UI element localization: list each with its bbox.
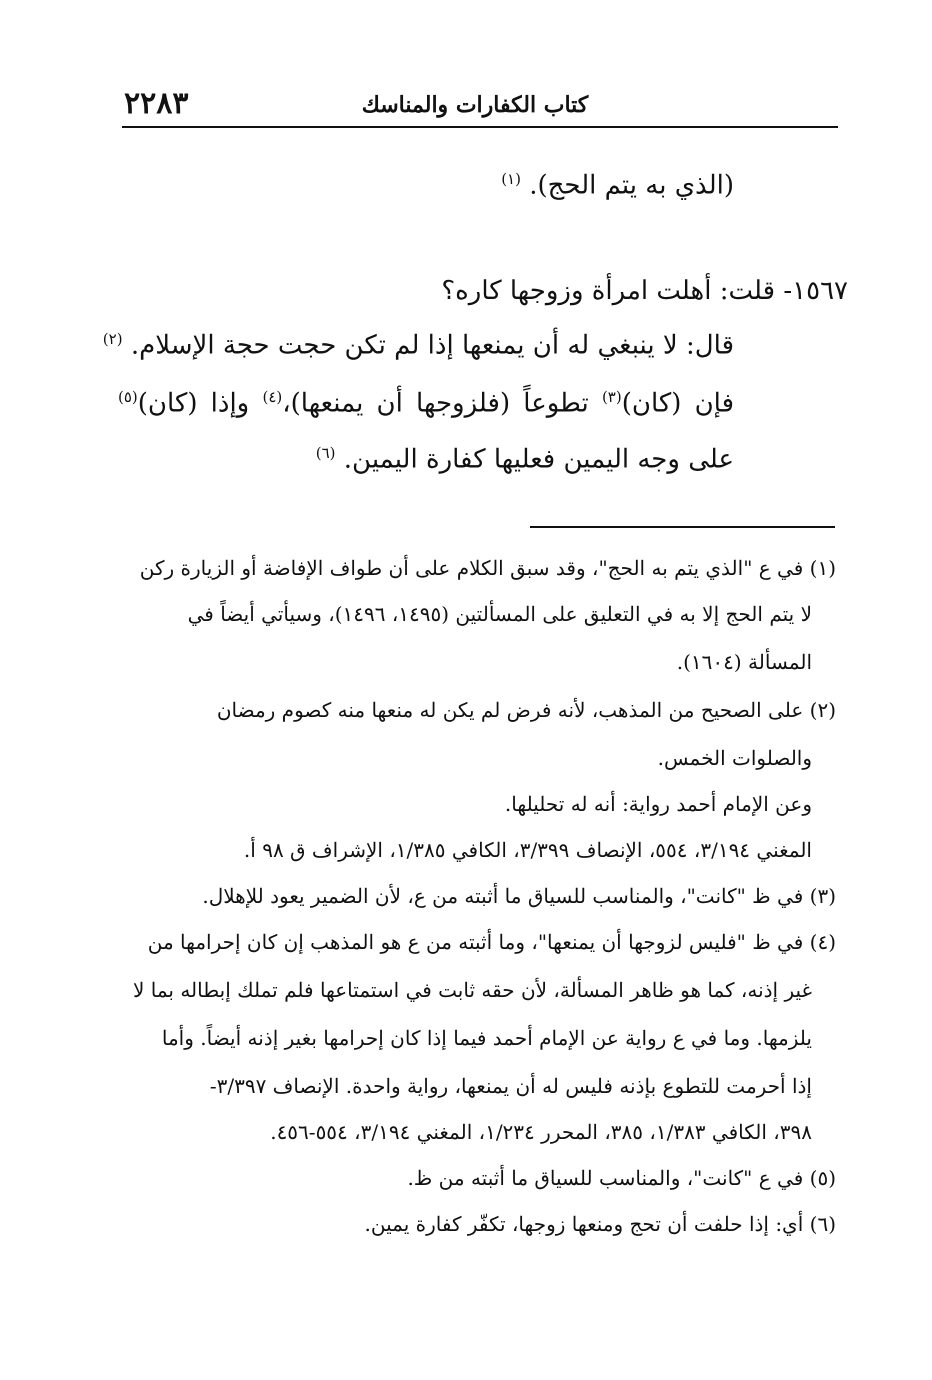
- footnote-line: (٥) في ع "كانت"، والمناسب للسياق ما أثبته من ظ.: [407, 1166, 836, 1190]
- footnote-line: إذا أحرمت للتطوع بإذنه فليس له أن يمنعها، رواية واحدة. الإنصاف ٣/٣٩٧-: [209, 1074, 812, 1098]
- footnote-line: المغني ٣/١٩٤، ٥٥٤، الإنصاف ٣/٣٩٩، الكافي ١/٣٨٥، الإشراف ق ٩٨ أ.: [243, 838, 812, 862]
- footnote-ref: (٥): [118, 388, 138, 406]
- footnote-line: وعن الإمام أحمد رواية: أنه له تحليلها.: [504, 792, 812, 816]
- footnote-line: غير إذنه، كما هو ظاهر المسألة، لأن حقه ثابت في استمتاعها فلم تملك إبطاله بما لا: [132, 978, 812, 1002]
- page-number: ٢٢٨٣: [124, 86, 189, 121]
- footnote-line: والصلوات الخمس.: [657, 746, 812, 770]
- question-text: قلت: أهلت امرأة وزوجها كاره؟: [441, 276, 776, 306]
- answer-text: وإذا (كان): [137, 388, 250, 419]
- question-number: ١٥٦٧-: [783, 276, 848, 306]
- footnote-ref: (١): [501, 170, 521, 188]
- answer-text: تطوعاً (فلزوجها أن يمنعها)،: [282, 388, 589, 419]
- answer-text: على وجه اليمين فعليها كفارة اليمين.: [343, 444, 734, 475]
- answer-text: فإن (كان): [621, 388, 735, 419]
- continuation-line: [501, 170, 734, 201]
- footnote-line: (٦) أي: إذا حلفت أن تحج ومنعها زوجها، تكفّر كفارة يمين.: [364, 1212, 836, 1236]
- answer-line-1: [103, 330, 734, 361]
- footnote-divider: [530, 526, 835, 528]
- continuation-text: (الذي به يتم الحج).: [529, 170, 734, 201]
- header-rule: [122, 126, 838, 128]
- footnote-line: (١) في ع "الذي يتم به الحج"، وقد سبق الكلام على أن طواف الإفاضة أو الزيارة ركن: [139, 556, 836, 580]
- footnote-line: (٢) على الصحيح من المذهب، لأنه فرض لم يكن له منعها منه كصوم رمضان: [216, 698, 836, 722]
- question-line: [441, 276, 848, 306]
- running-title: كتاب الكفارات والمناسك: [361, 92, 589, 118]
- footnote-line: لا يتم الحج إلا به في التعليق على المسألتين (١٤٩٥، ١٤٩٦)، وسيأتي أيضاً في: [187, 602, 812, 626]
- footnote-line: يلزمها. وما في ع رواية عن الإمام أحمد فيما إذا كان إحرامها بغير إذنه أيضاً. وأما: [161, 1026, 812, 1050]
- footnote-ref: (٢): [102, 330, 123, 348]
- answer-line-3: [316, 444, 734, 475]
- footnote-ref: (٣): [601, 388, 622, 406]
- answer-text: قال: لا ينبغي له أن يمنعها إذا لم تكن حجت حجة الإسلام.: [130, 330, 734, 361]
- answer-line-2: [118, 388, 734, 419]
- footnote-line: ٣٩٨، الكافي ١/٣٨٣، ٣٨٥، المحرر ١/٢٣٤، المغني ٣/١٩٤، ٥٥٤-٤٥٦.: [270, 1120, 812, 1144]
- footnote-line: (٣) في ظ "كانت"، والمناسب للسياق ما أثبته من ع، لأن الضمير يعود للإهلال.: [202, 884, 836, 908]
- footnote-line: المسألة (١٦٠٤).: [676, 650, 812, 674]
- footnote-ref: (٦): [315, 444, 336, 462]
- footnote-line: (٤) في ظ "فليس لزوجها أن يمنعها"، وما أثبته من ع هو المذهب إن كان إحرامها من: [147, 930, 836, 954]
- footnote-ref: (٤): [262, 388, 283, 406]
